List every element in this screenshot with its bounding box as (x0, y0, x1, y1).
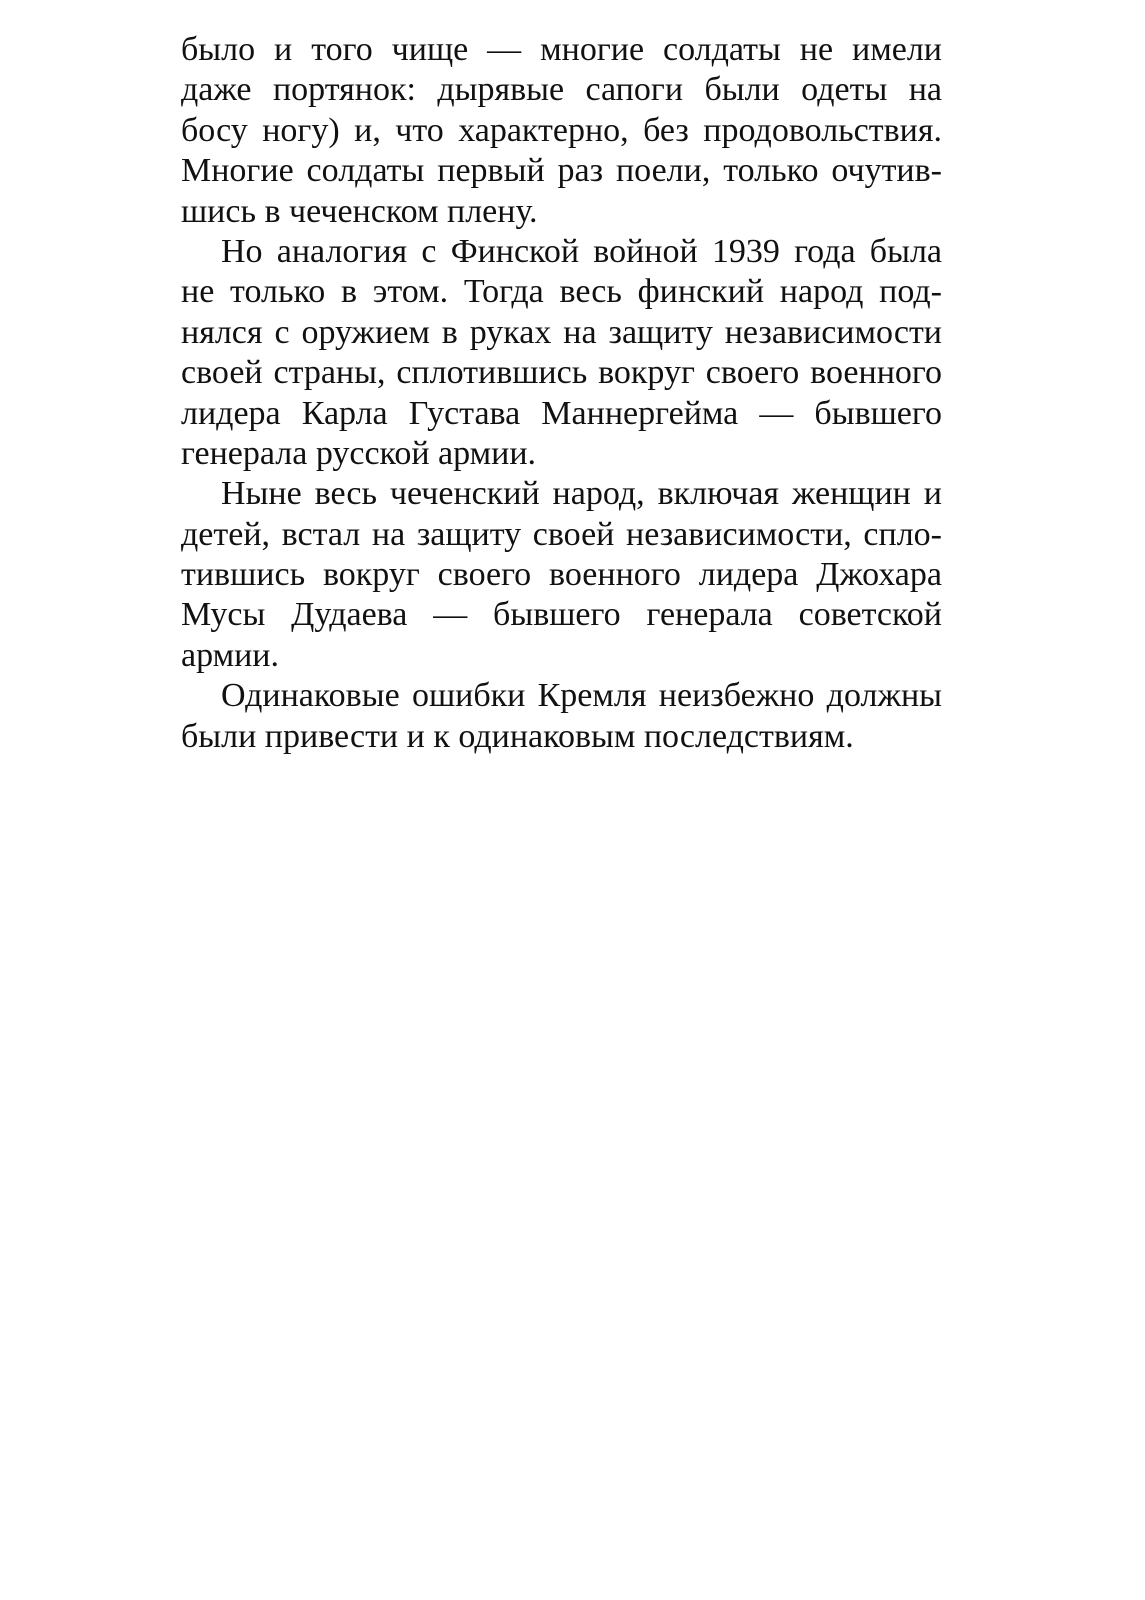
paragraph (181, 30, 942, 232)
text-line: Многие солдаты первый раз поели, только очутив- (181, 152, 942, 190)
paragraph (181, 676, 942, 757)
body-text (181, 30, 942, 757)
text-line: нялся с оружием в руках на защиту независимости (181, 313, 942, 351)
text-line: даже портянок: дырявые сапоги были одеты на (181, 71, 942, 109)
text-line: были привести и к одинаковым последствиям. (181, 717, 854, 755)
text-line: шись в чеченском плену. (181, 192, 538, 230)
text-line: тившись вокруг своего военного лидера Джохара (181, 556, 942, 594)
text-line: не только в этом. Тогда весь финский народ под- (181, 273, 942, 311)
text-line: армии. (181, 636, 279, 674)
text-line: Мусы Дудаева — бывшего генерала советской (181, 596, 942, 634)
paragraph (181, 232, 942, 474)
text-line: детей, встал на защиту своей независимости, спло- (181, 515, 942, 553)
text-line: Ныне весь чеченский народ, включая женщин и (221, 475, 942, 513)
paragraph (181, 474, 942, 676)
text-line: Одинаковые ошибки Кремля неизбежно должны (221, 677, 942, 715)
text-line: лидера Карла Густава Маннергейма — бывшего (181, 394, 942, 432)
text-line: босу ногу) и, что характерно, без продовольствия. (181, 111, 942, 149)
text-line: своей страны, сплотившись вокруг своего военного (181, 354, 942, 392)
text-line: было и того чище — многие солдаты не имели (181, 31, 942, 68)
text-line: Но аналогия с Финской войной 1939 года была (221, 232, 942, 270)
text-line: генерала русской армии. (181, 434, 537, 472)
